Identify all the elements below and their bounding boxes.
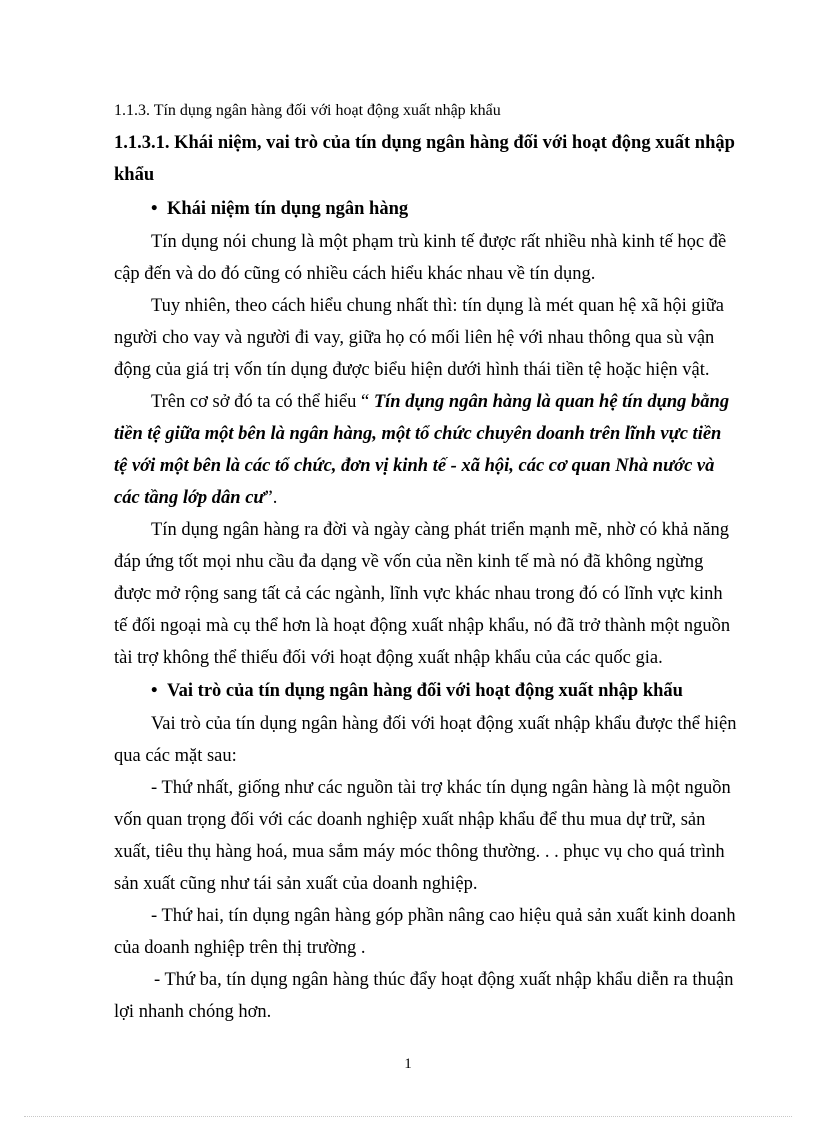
section-heading: 1.1.3. Tín dụng ngân hàng đối với hoạt động xuất nhập khẩu bbox=[114, 102, 501, 119]
definition-line-4 bbox=[114, 486, 277, 510]
subsection-heading-line-1: 1.1.3.1. Khái niệm, vai trò của tín dụng ngân hàng đối với hoạt động xuất nhập bbox=[114, 133, 735, 153]
paragraph-6-line-2: vốn quan trọng đối với các doanh nghiệp xuất nhập khẩu để thu mua dự trữ, sản bbox=[114, 810, 706, 830]
paragraph-2-line-2: người cho vay và người đi vay, giữa họ có mối liên hệ với nhau thông qua sù vận bbox=[114, 328, 715, 348]
paragraph-8-line-2: lợi nhanh chóng hơn. bbox=[114, 1002, 272, 1022]
paragraph-8-line-1: - Thứ ba, tín dụng ngân hàng thúc đẩy hoạt động xuất nhập khẩu diễn ra thuận bbox=[154, 970, 734, 990]
definition-line-2: tiền tệ giữa một bên là ngân hàng, một tổ chức chuyên doanh trên lĩnh vực tiền bbox=[114, 424, 722, 444]
paragraph-6-line-3: xuất, tiêu thụ hàng hoá, mua sắm máy móc thông thường. . . phục vụ cho quá trình bbox=[114, 842, 725, 862]
definition-line-3: tệ với một bên là các tổ chức, đơn vị kinh tế - xã hội, các cơ quan Nhà nước và bbox=[114, 456, 715, 476]
bullet-heading-role-text: Vai trò của tín dụng ngân hàng đối với hoạt động xuất nhập khẩu bbox=[167, 681, 683, 701]
paragraph-6-line-4: sản xuất cũng như tái sản xuất của doanh nghiệp. bbox=[114, 874, 478, 894]
paragraph-1-line-2: cập đến và do đó cũng có nhiều cách hiểu khác nhau về tín dụng. bbox=[114, 264, 596, 284]
bullet-heading-role bbox=[151, 679, 683, 703]
paragraph-4-line-2: đáp ứng tốt mọi nhu cầu đa dạng về vốn của nền kinh tế mà nó đã không ngừng bbox=[114, 552, 704, 572]
definition-tail: ”. bbox=[264, 488, 278, 508]
definition-emphasis-4: các tầng lớp dân cư bbox=[114, 488, 265, 508]
paragraph-5-line-2: qua các mặt sau: bbox=[114, 746, 237, 766]
paragraph-4-line-4: tế đối ngoại mà cụ thể hơn là hoạt động xuất nhập khẩu, nó đã trở thành một nguồn bbox=[114, 616, 731, 636]
paragraph-5-line-1: Vai trò của tín dụng ngân hàng đối với hoạt động xuất nhập khẩu được thể hiện bbox=[151, 714, 737, 734]
paragraph-1-line-1: Tín dụng nói chung là một phạm trù kinh tế được rất nhiều nhà kinh tế học đề bbox=[151, 232, 727, 252]
bullet-icon: • bbox=[151, 199, 158, 219]
bullet-heading-concept-text: Khái niệm tín dụng ngân hàng bbox=[167, 199, 409, 219]
paragraph-4-line-1: Tín dụng ngân hàng ra đời và ngày càng phát triển mạnh mẽ, nhờ có khả năng bbox=[151, 520, 729, 540]
paragraph-6-line-1: - Thứ nhất, giống như các nguồn tài trợ khác tín dụng ngân hàng là một nguồn bbox=[151, 778, 731, 798]
paragraph-4-line-5: tài trợ không thể thiếu đối với hoạt động xuất nhập khẩu của các quốc gia. bbox=[114, 648, 663, 668]
page-number: 1 bbox=[404, 1056, 412, 1072]
paragraph-2-line-3: động của giá trị vốn tín dụng được biểu hiện dưới hình thái tiền tệ hoặc hiện vật. bbox=[114, 360, 710, 380]
definition-lead: Trên cơ sở đó ta có thể hiểu “ bbox=[151, 392, 374, 412]
paragraph-7-line-2: của doanh nghiệp trên thị trường . bbox=[114, 938, 366, 958]
bullet-heading-concept bbox=[151, 197, 408, 221]
bullet-icon: • bbox=[151, 681, 158, 701]
paragraph-4-line-3: được mở rộng sang tất cả các ngành, lĩnh vực khác nhau trong đó có lĩnh vực kinh bbox=[114, 584, 723, 604]
definition-emphasis-1: Tín dụng ngân hàng là quan hệ tín dụng bằng bbox=[373, 392, 730, 412]
subsection-heading-line-2: khẩu bbox=[114, 165, 155, 185]
paragraph-2-line-1: Tuy nhiên, theo cách hiểu chung nhất thì: tín dụng là mét quan hệ xã hội giữa bbox=[151, 296, 724, 316]
definition-line-1 bbox=[151, 390, 729, 414]
paragraph-7-line-1: - Thứ hai, tín dụng ngân hàng góp phần nâng cao hiệu quả sản xuất kinh doanh bbox=[151, 906, 736, 926]
page-bottom-divider bbox=[24, 1116, 792, 1117]
